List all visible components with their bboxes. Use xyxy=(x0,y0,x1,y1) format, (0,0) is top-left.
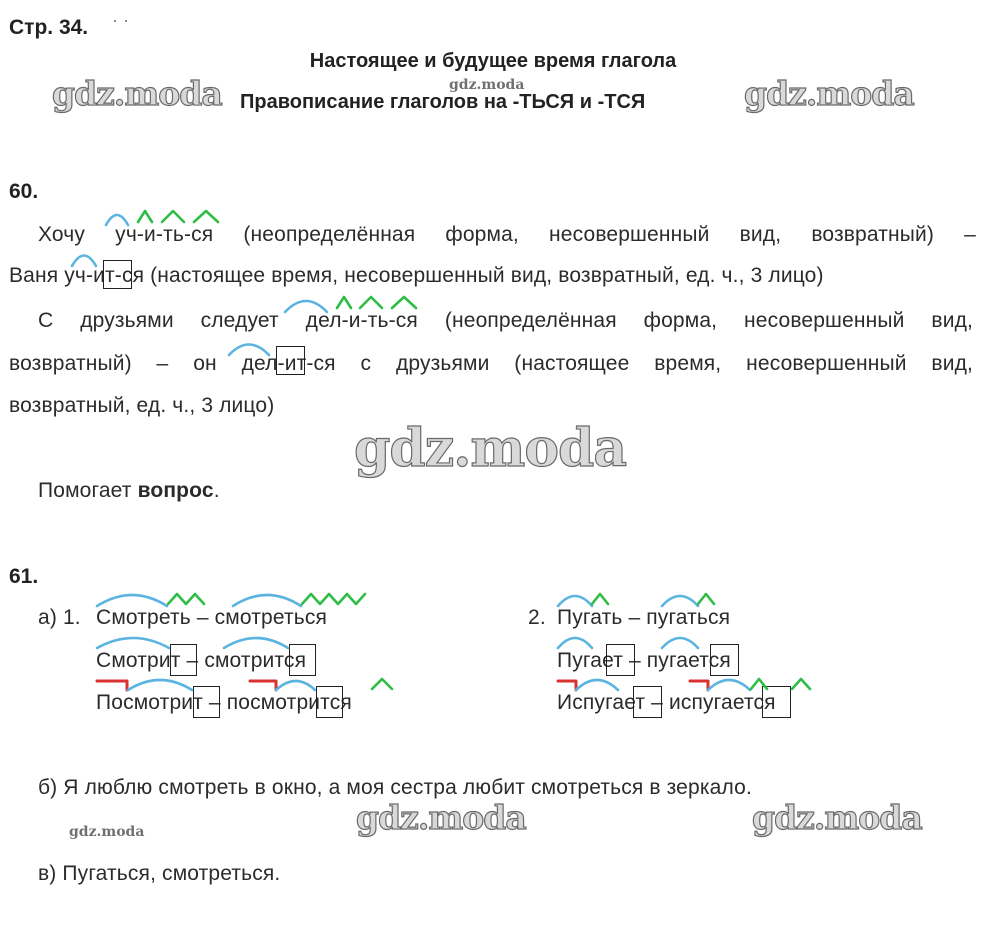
parsed-word: дел-и-ть-ся xyxy=(305,309,418,332)
suffix-caret xyxy=(337,297,351,308)
suffix-caret xyxy=(168,594,204,604)
suffix-caret xyxy=(162,211,184,222)
ex61-c: в) Пугаться, смотреться. xyxy=(38,862,281,885)
line-tail: (неопределённая форма, несовершенный вид, возвратный) – xyxy=(243,223,976,246)
heading-line-1-text: Настоящее и будущее время глагола xyxy=(309,50,677,72)
ending-box xyxy=(633,686,662,718)
watermark-logo: gdz.moda xyxy=(52,74,222,113)
ex61-a1-line-3: Посмотрит – посмотрится xyxy=(96,691,352,714)
root-arc xyxy=(97,638,169,648)
ending-box xyxy=(606,644,635,676)
suffix-caret xyxy=(698,594,714,604)
ex60-line-4 xyxy=(9,353,973,374)
exercise-number-60: 60. xyxy=(9,180,39,203)
root-arc xyxy=(708,680,750,690)
ex61-a2-line-3: Испугает – испугается xyxy=(557,691,776,714)
suffix-caret xyxy=(302,594,365,604)
root-arc xyxy=(97,595,167,606)
watermark-logo: gdz.moda xyxy=(744,74,914,113)
ex60-line-3 xyxy=(38,310,973,331)
root-arc xyxy=(662,638,698,648)
suffix-caret xyxy=(392,297,416,308)
prefix-mark xyxy=(690,681,708,690)
prefix-mark xyxy=(97,681,127,690)
root-arc xyxy=(558,596,592,606)
ex61-b: б) Я люблю смотреть в окно, а моя сестра любит смотреться в зеркало. xyxy=(38,776,752,799)
ending-box xyxy=(103,260,132,289)
ending-box xyxy=(710,644,739,676)
ex61-a-prefix: а) 1. xyxy=(38,606,81,629)
root-arc xyxy=(276,681,315,690)
suffix-caret xyxy=(194,211,218,222)
heading-line-1 xyxy=(0,50,986,73)
line-lead: Ваня xyxy=(9,264,59,287)
line-lead: возвратный) – он xyxy=(9,352,217,375)
root-arc xyxy=(224,638,288,648)
hint-end: . xyxy=(213,479,220,502)
ending-box xyxy=(170,644,197,676)
ending-box xyxy=(276,346,305,375)
heading-line-2: Правописание глаголов на -ТЬСЯ и -ТСЯ xyxy=(240,91,646,113)
parsed-word: уч-ит-ся xyxy=(64,264,145,287)
ex61-a2-line-1: Пугать – пугаться xyxy=(557,606,731,629)
watermark-logo: gdz.moda xyxy=(356,798,526,837)
suffix-caret xyxy=(138,211,152,222)
ending-box xyxy=(193,686,220,718)
watermark-small: gdz.moda xyxy=(449,77,525,93)
ex61-a1-line-2: Смотрит – смотрится xyxy=(96,649,307,672)
ex61-a1-line-1: Смотреть – смотреться xyxy=(96,606,328,629)
prefix-mark xyxy=(558,681,576,690)
suffix-caret xyxy=(372,679,392,689)
ex60-line-5: возвратный, ед. ч., 3 лицо) xyxy=(9,394,275,417)
watermark-logo: gdz.moda xyxy=(752,798,922,837)
ex60-hint xyxy=(38,480,220,501)
ending-box xyxy=(762,686,791,718)
watermark-logo: gdz.moda xyxy=(354,418,627,479)
watermark-small: gdz.moda xyxy=(69,824,145,840)
ending-box xyxy=(289,644,316,676)
parsed-word: уч-и-ть-ся xyxy=(115,223,214,246)
ex61-a2-prefix: 2. xyxy=(528,606,546,629)
root-arc xyxy=(662,596,698,606)
parsed-word: дел-ит-ся xyxy=(241,352,336,375)
root-arc xyxy=(558,638,592,648)
hint-text: Помогает xyxy=(38,479,132,502)
line-lead: С друзьями следует xyxy=(38,309,279,332)
prefix-mark xyxy=(250,681,276,690)
root-arc xyxy=(576,680,618,690)
line-lead: Хочу xyxy=(38,223,86,246)
line-tail: (неопределённая форма, несовершенный вид, xyxy=(444,309,973,332)
ex60-line-1 xyxy=(38,224,976,245)
root-arc xyxy=(128,680,192,690)
ex61-a2-line-2: Пугает – пугается xyxy=(557,649,731,672)
dots-mark: · · xyxy=(112,10,129,30)
line-tail: с друзьями (настоящее время, несовершенный вид, xyxy=(360,352,973,375)
line-tail: (настоящее время, несовершенный вид, возвратный, ед. ч., 3 лицо) xyxy=(150,264,824,287)
suffix-caret xyxy=(360,297,382,308)
ending-box xyxy=(316,686,343,718)
exercise-number-61: 61. xyxy=(9,565,39,588)
root-arc xyxy=(233,595,301,606)
hint-bold: вопрос xyxy=(137,479,214,502)
page-label: Стр. 34. xyxy=(9,16,89,39)
suffix-caret xyxy=(592,594,608,604)
suffix-caret xyxy=(792,679,810,689)
